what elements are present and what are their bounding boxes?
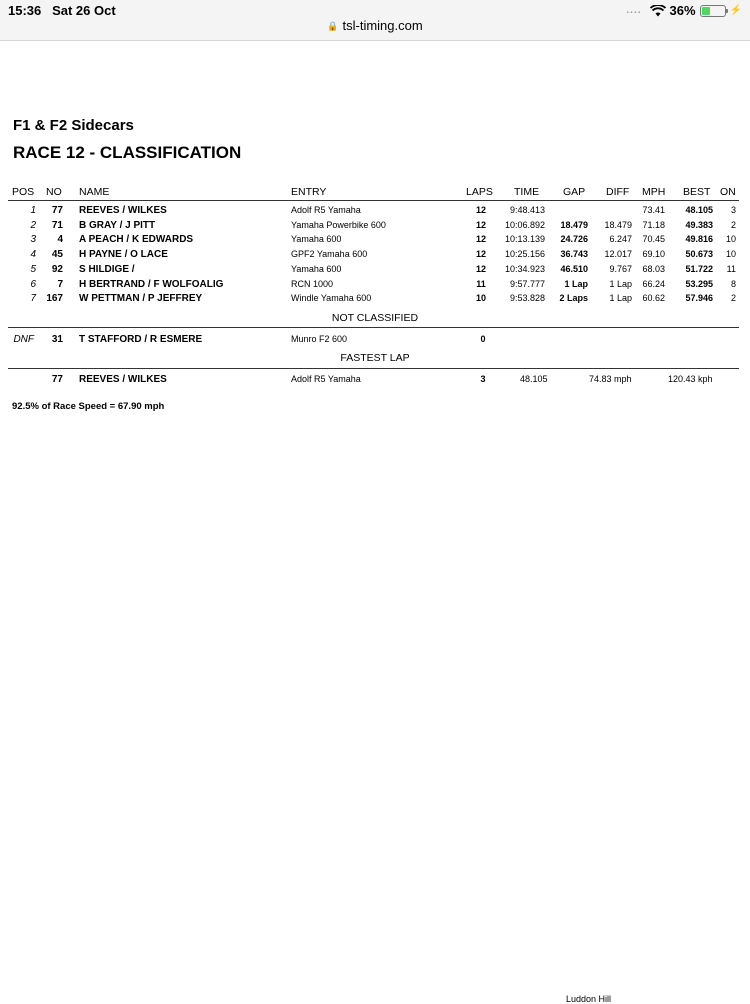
cell-laps: 12 bbox=[475, 234, 486, 245]
col-no: NO bbox=[46, 186, 62, 198]
col-time: TIME bbox=[514, 186, 540, 198]
wifi-icon bbox=[650, 5, 666, 17]
col-on: ON bbox=[720, 186, 736, 198]
cell-pos: 6 bbox=[30, 278, 36, 290]
cell-entry: Adolf R5 Yamaha bbox=[291, 205, 361, 215]
cell-no: 71 bbox=[51, 219, 63, 231]
cell-on: 11 bbox=[726, 263, 736, 274]
cell-diff: 1 Lap bbox=[609, 293, 632, 304]
cell-time: 10:34.923 bbox=[504, 263, 545, 274]
cell-laps: 12 bbox=[475, 205, 486, 215]
fastest-no: 77 bbox=[51, 374, 63, 385]
cell-mph: 70.45 bbox=[642, 234, 665, 245]
cell-best: 50.673 bbox=[685, 249, 713, 260]
cell-entry: Yamaha 600 bbox=[291, 234, 342, 245]
col-entry: ENTRY bbox=[291, 186, 327, 198]
cell-time: 10:06.892 bbox=[504, 219, 545, 230]
cell-mph: 73.41 bbox=[642, 205, 665, 215]
cell-best: 51.722 bbox=[685, 263, 713, 274]
dnf-laps: 0 bbox=[480, 334, 486, 344]
cell-entry: RCN 1000 bbox=[291, 278, 334, 289]
cell-mph: 68.03 bbox=[642, 263, 665, 274]
status-time: 15:36 Sat 26 Oct bbox=[8, 3, 116, 18]
cell-no: 45 bbox=[51, 249, 63, 261]
cell-diff: 1 Lap bbox=[609, 278, 632, 289]
col-mph: MPH bbox=[642, 186, 666, 198]
col-gap: GAP bbox=[563, 186, 586, 198]
cell-laps: 11 bbox=[476, 278, 486, 289]
cell-on: 3 bbox=[730, 205, 736, 215]
cell-name: A PEACH / K EDWARDS bbox=[79, 234, 194, 246]
cell-time: 9:57.777 bbox=[509, 278, 545, 289]
fastest-lap-rule bbox=[8, 368, 739, 369]
cell-time: 9:53.828 bbox=[509, 293, 545, 304]
header-rule bbox=[8, 200, 739, 201]
not-classified-title: NOT CLASSIFIED bbox=[331, 312, 419, 324]
cell-pos: 5 bbox=[30, 263, 36, 275]
col-best: BEST bbox=[683, 186, 711, 198]
status-date: Sat 26 Oct bbox=[52, 3, 116, 18]
cell-pos: 2 bbox=[30, 219, 36, 231]
cell-mph: 60.62 bbox=[642, 293, 665, 304]
cell-laps: 12 bbox=[475, 263, 486, 274]
cell-name: H PAYNE / O LACE bbox=[79, 249, 168, 261]
address-bar[interactable] bbox=[0, 18, 750, 33]
cell-gap: 1 Lap bbox=[564, 278, 588, 289]
cell-laps: 12 bbox=[475, 219, 486, 230]
cell-time: 9:48.413 bbox=[509, 205, 545, 215]
fastest-name: REEVES / WILKES bbox=[79, 374, 167, 385]
signal-dots: .... bbox=[626, 5, 642, 16]
cell-entry: GPF2 Yamaha 600 bbox=[291, 249, 368, 260]
cell-pos: 7 bbox=[30, 293, 36, 305]
cell-best: 49.383 bbox=[685, 219, 713, 230]
cell-entry: Yamaha 600 bbox=[291, 263, 342, 274]
charging-icon: ⚡ bbox=[729, 5, 742, 16]
cell-diff: 6.247 bbox=[609, 234, 632, 245]
cell-best: 48.105 bbox=[685, 205, 713, 215]
fastest-entry: Adolf R5 Yamaha bbox=[291, 374, 361, 384]
cell-no: 7 bbox=[57, 278, 63, 290]
fastest-time: 48.105 bbox=[520, 374, 548, 384]
cell-gap: 46.510 bbox=[560, 263, 588, 274]
cell-on: 10 bbox=[725, 249, 736, 260]
cell-best: 49.816 bbox=[685, 234, 713, 245]
cell-laps: 12 bbox=[475, 249, 486, 260]
status-right bbox=[626, 3, 742, 18]
dnf-entry: Munro F2 600 bbox=[291, 334, 348, 344]
battery-icon bbox=[700, 5, 726, 17]
cell-no: 92 bbox=[51, 263, 63, 275]
cell-gap: 2 Laps bbox=[559, 293, 588, 304]
fastest-lap-number: 3 bbox=[480, 374, 486, 384]
cell-on: 10 bbox=[725, 234, 736, 245]
col-laps: LAPS bbox=[466, 186, 493, 198]
dnf-pos: DNF bbox=[13, 334, 34, 345]
not-classified-rule bbox=[8, 327, 739, 328]
cell-time: 10:25.156 bbox=[504, 249, 545, 260]
fastest-mph: 74.83 mph bbox=[589, 374, 632, 384]
cell-entry: Yamaha Powerbike 600 bbox=[291, 219, 386, 230]
dnf-no: 31 bbox=[51, 334, 63, 345]
cell-no: 167 bbox=[46, 293, 63, 305]
cell-best: 57.946 bbox=[685, 293, 713, 304]
cell-on: 8 bbox=[730, 278, 736, 289]
cell-on: 2 bbox=[730, 219, 736, 230]
cell-diff: 9.767 bbox=[609, 263, 632, 274]
cell-pos: 3 bbox=[30, 234, 36, 246]
cell-on: 2 bbox=[730, 293, 736, 304]
cell-name: B GRAY / J PITT bbox=[79, 219, 156, 231]
cell-laps: 10 bbox=[475, 293, 486, 304]
cell-mph: 71.18 bbox=[642, 219, 665, 230]
series-title: F1 & F2 Sidecars bbox=[13, 117, 134, 134]
cell-no: 77 bbox=[51, 205, 63, 216]
cell-mph: 69.10 bbox=[642, 249, 665, 260]
fastest-kph: 120.43 kph bbox=[668, 374, 713, 384]
url-text: tsl-timing.com bbox=[342, 18, 423, 33]
lock-icon: 🔒 bbox=[327, 21, 339, 31]
race-speed-note: 92.5% of Race Speed = 67.90 mph bbox=[12, 401, 165, 412]
cell-diff: 18.479 bbox=[604, 219, 632, 230]
footer-partial-text: Luddon Hill bbox=[566, 994, 612, 1004]
battery-percent: 36% bbox=[669, 3, 696, 18]
cell-name: W PETTMAN / P JEFFREY bbox=[79, 293, 203, 305]
race-title: RACE 12 - CLASSIFICATION bbox=[13, 143, 242, 162]
cell-pos: 4 bbox=[30, 249, 36, 261]
dnf-name: T STAFFORD / R ESMERE bbox=[79, 334, 203, 345]
cell-time: 10:13.139 bbox=[504, 234, 545, 245]
col-diff: DIFF bbox=[606, 186, 630, 198]
cell-no: 4 bbox=[57, 234, 63, 246]
cell-mph: 66.24 bbox=[642, 278, 665, 289]
cell-gap: 18.479 bbox=[560, 219, 588, 230]
col-pos: POS bbox=[12, 186, 35, 198]
cell-pos: 1 bbox=[30, 205, 36, 216]
cell-name: S HILDIGE / bbox=[79, 263, 135, 275]
cell-name: REEVES / WILKES bbox=[79, 205, 167, 216]
cell-diff: 12.017 bbox=[604, 249, 632, 260]
status-bar bbox=[0, 0, 750, 41]
cell-gap: 36.743 bbox=[560, 249, 588, 260]
fastest-lap-title: FASTEST LAP bbox=[340, 352, 410, 364]
col-name: NAME bbox=[79, 186, 110, 198]
cell-best: 53.295 bbox=[685, 278, 713, 289]
cell-entry: Windle Yamaha 600 bbox=[291, 293, 372, 304]
cell-gap: 24.726 bbox=[560, 234, 588, 245]
cell-name: H BERTRAND / F WOLFOALIG bbox=[79, 278, 224, 290]
